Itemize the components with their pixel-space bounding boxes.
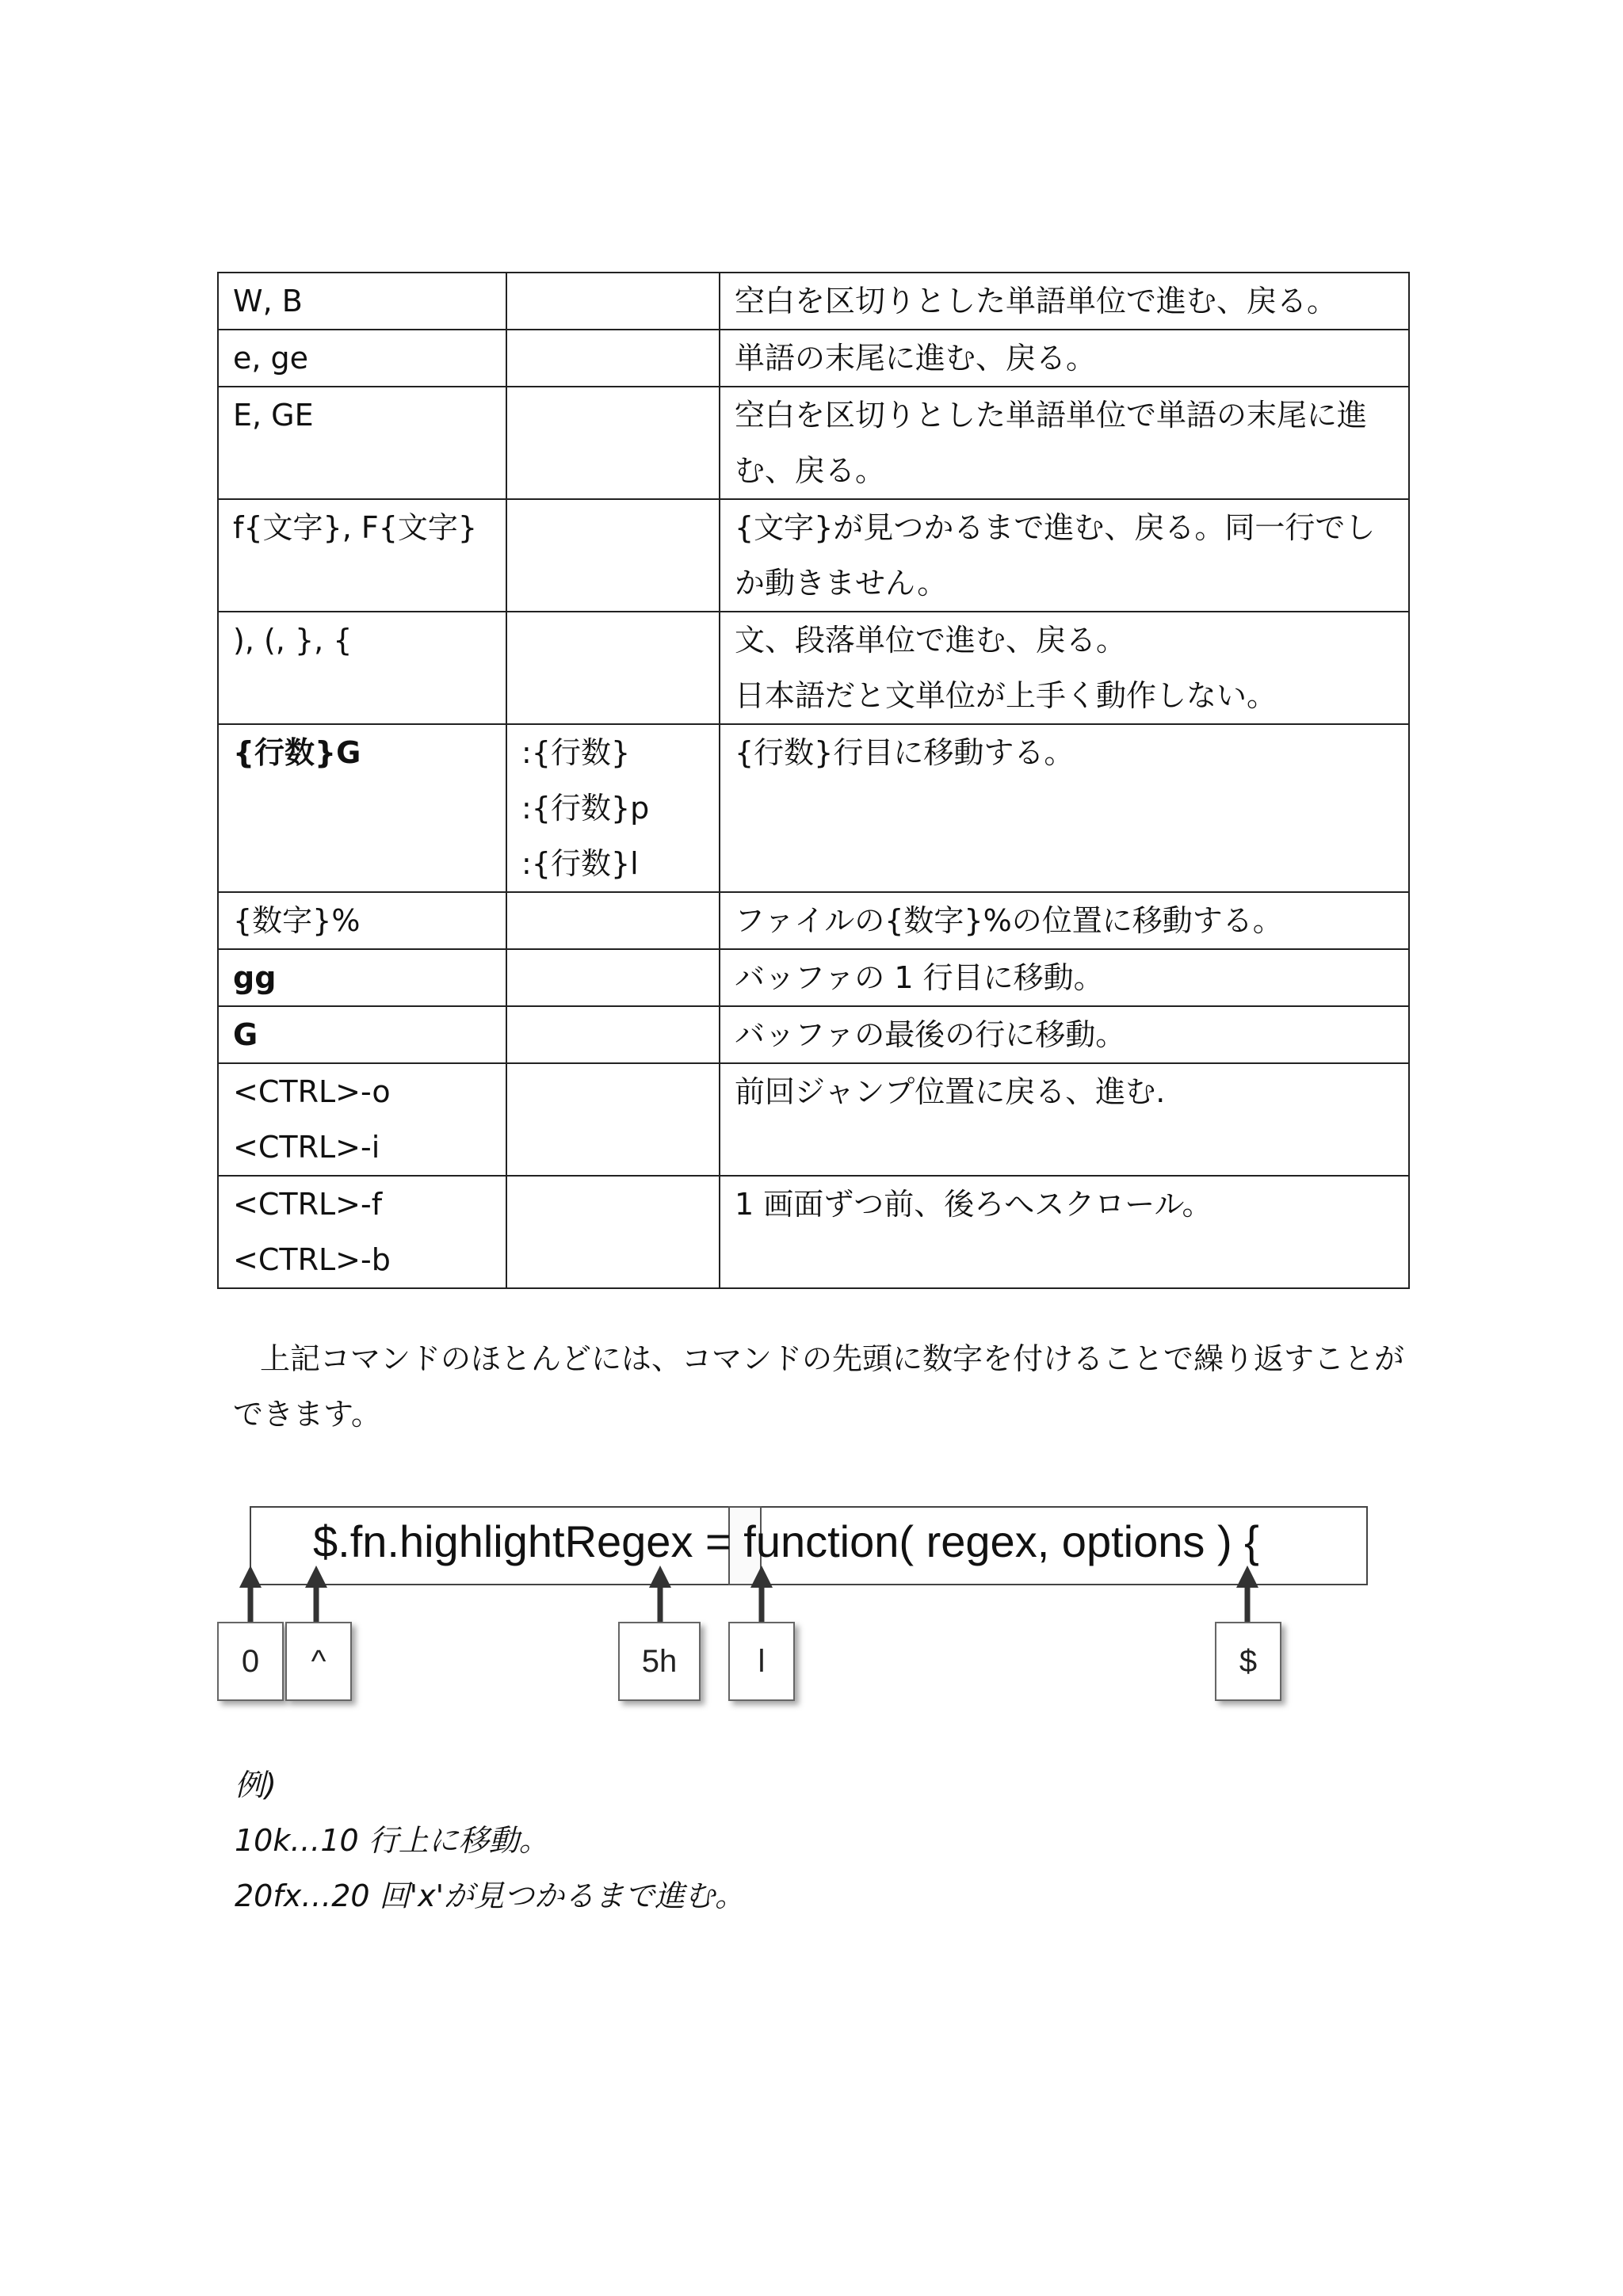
- cell-line: <CTRL>-o: [233, 1074, 391, 1109]
- cell-line: :{行数}: [521, 735, 631, 770]
- examples-block: [235, 1757, 745, 1924]
- key-l: l: [728, 1622, 795, 1701]
- cell-line: 1 画面ずつ前、後ろへスクロール。: [735, 1187, 1212, 1222]
- cell-line: :{行数}p: [521, 791, 650, 826]
- example-line: 20fx…20 回'x'が見つかるまで進む。: [235, 1878, 746, 1913]
- cell-line: 空白を区切りとした単語単位で進む、戻る。: [735, 284, 1338, 318]
- cell-line: :{行数}l: [521, 846, 639, 881]
- cell-line: バッファの 1 行目に移動。: [735, 960, 1104, 995]
- cell-line: バッファの最後の行に移動。: [735, 1017, 1126, 1052]
- cell-line: E, GE: [233, 398, 314, 433]
- key-caret: ^: [285, 1622, 352, 1701]
- cell-line: {行数}行目に移動する。: [735, 735, 1075, 770]
- cell-line: e, ge: [233, 341, 309, 376]
- cell-line: gg: [233, 960, 277, 995]
- key-0: 0: [217, 1622, 284, 1701]
- cell-line: <CTRL>-f: [233, 1187, 383, 1222]
- cell-line: W, B: [233, 284, 303, 318]
- cell-line: ファイルの{数字}%の位置に移動する。: [735, 903, 1283, 938]
- cell-line: G: [233, 1017, 258, 1052]
- repeat-count-paragraph: 上記コマンドのほとんどには、コマンドの先頭に数字を付けることで繰り返すことができます。: [233, 1341, 1405, 1432]
- cell-line: {文字}が見つかるまで進む、戻る。同一行でし: [735, 510, 1376, 545]
- cell-line: 空白を区切りとした単語単位で単語の末尾に進: [735, 398, 1368, 433]
- cell-line: 文、段落単位で進む、戻る。: [735, 623, 1127, 658]
- cell-line: <CTRL>-b: [233, 1242, 391, 1277]
- cell-line: む、戻る。: [735, 453, 886, 488]
- cell-line: <CTRL>-i: [233, 1130, 380, 1165]
- examples-heading: 例): [235, 1768, 277, 1802]
- cell-line: 前回ジャンプ位置に戻る、進む.: [735, 1074, 1166, 1109]
- cell-line: 単語の末尾に進む、戻る。: [735, 341, 1097, 376]
- cell-line: f{文字}, F{文字}: [233, 510, 478, 545]
- cell-line: {数字}%: [233, 903, 361, 938]
- cell-line: 日本語だと文単位が上手く動作しない。: [735, 678, 1277, 713]
- cell-line: ), (, }, {: [233, 623, 353, 658]
- cell-line: か動きません。: [735, 566, 948, 601]
- key-5h: 5h: [618, 1622, 701, 1701]
- code-line-text: $.fn.highlightRegex = function( regex, options ) {: [313, 1516, 1259, 1566]
- cell-line: {行数}G: [233, 735, 361, 770]
- key-dollar: $: [1215, 1622, 1281, 1701]
- example-line: 10k…10 行上に移動。: [235, 1823, 549, 1858]
